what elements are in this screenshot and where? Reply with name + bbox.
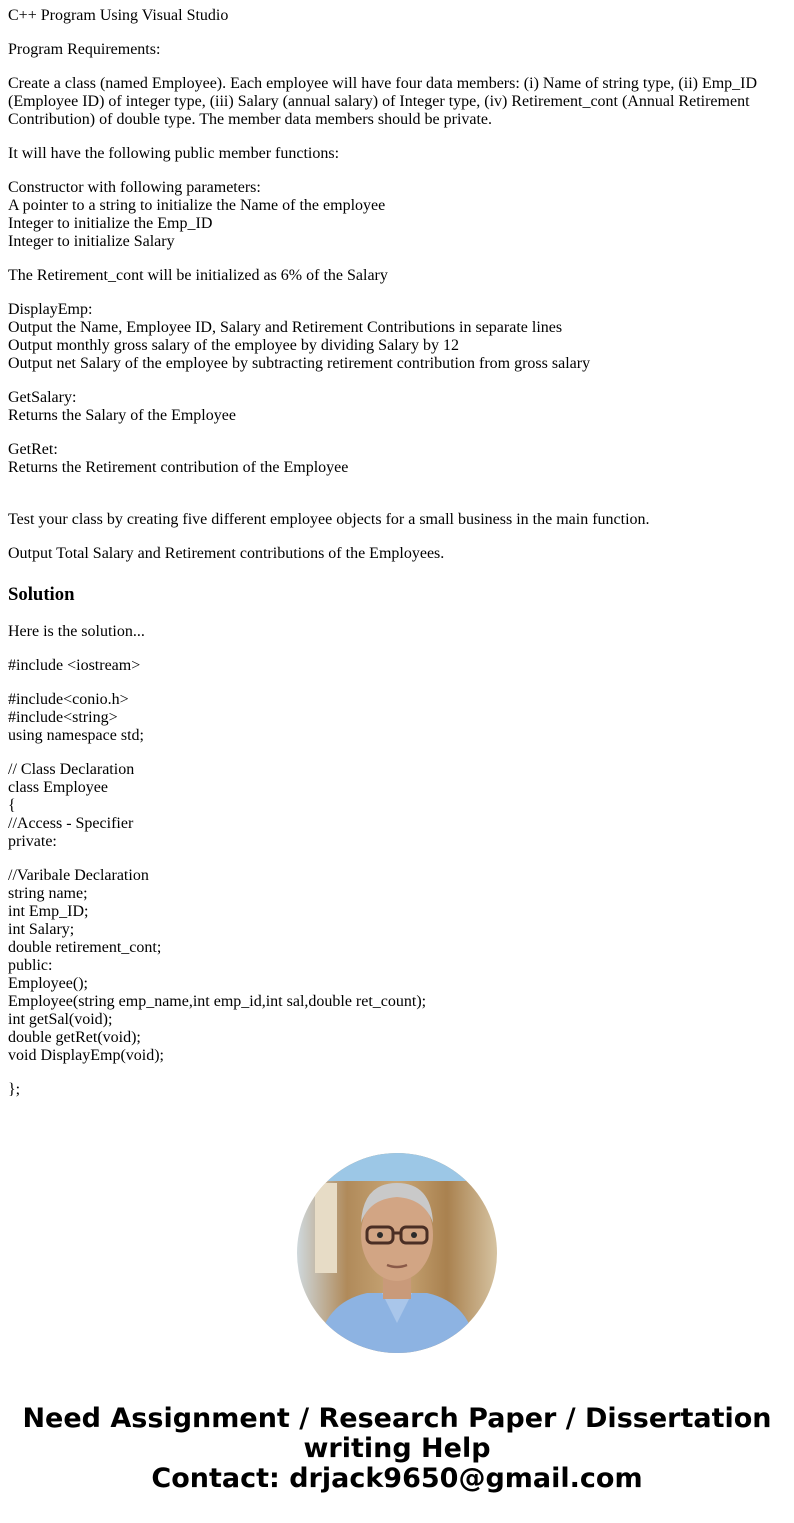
retirement-init: The Retirement_cont will be initialized as 6% of the Salary [8,267,388,284]
code-line: Employee(); [8,975,88,992]
document-title: C++ Program Using Visual Studio [8,7,229,24]
get-ret-block [8,441,778,477]
constructor-line: A pointer to a string to initialize the Name of the employee [8,197,386,214]
code-line: void DisplayEmp(void); [8,1047,164,1064]
solution-intro: Here is the solution... [8,623,145,640]
promo-contact: Contact: drjack9650@gmail.com [151,1463,643,1494]
display-emp-block [8,301,778,373]
code-includes-block [8,691,778,745]
promo-line-2: writing Help [303,1433,491,1464]
get-salary-block [8,389,778,425]
requirements-paragraph: Create a class (named Employee). Each employee will have four data members: (i) Name of string type, (ii) Emp_ID (Employee ID) of integer type, (iii) Salary (annual salary) of Integer type, (iv) Retirement_cont (Annual Retirement Contribution) of double type. The member data members should be private. [8,75,758,128]
code-members-block [8,867,778,1065]
code-end: }; [8,1081,21,1098]
code-line: #include<string> [8,709,118,726]
get-ret-line: Returns the Retirement contribution of the Employee [8,459,349,476]
document-body [8,7,778,1115]
constructor-block [8,179,778,251]
author-photo-illustration [297,1153,497,1353]
code-line: string name; [8,885,88,902]
constructor-line: Integer to initialize Salary [8,233,175,250]
get-salary-line: GetSalary: [8,389,77,406]
code-line: //Access - Specifier [8,815,134,832]
code-line: Employee(string emp_name,int emp_id,int sal,double ret_count); [8,993,427,1010]
code-line: double retirement_cont; [8,939,162,956]
display-emp-line: Output monthly gross salary of the employee by dividing Salary by 12 [8,337,460,354]
output-paragraph: Output Total Salary and Retirement contributions of the Employees. [8,545,445,562]
code-line: int getSal(void); [8,1011,113,1028]
code-line: { [8,797,16,814]
code-line: private: [8,833,57,850]
get-salary-line: Returns the Salary of the Employee [8,407,236,424]
code-line: #include<conio.h> [8,691,129,708]
code-line: class Employee [8,779,108,796]
promo-line-1: Need Assignment / Research Paper / Dissertation [22,1403,772,1434]
constructor-line: Integer to initialize the Emp_ID [8,215,213,232]
solution-heading: Solution [8,584,75,605]
code-line: double getRet(void); [8,1029,141,1046]
code-line: // Class Declaration [8,761,135,778]
get-ret-line: GetRet: [8,441,58,458]
code-line: public: [8,957,53,974]
code-include-iostream: #include <iostream> [8,657,141,674]
author-photo [297,1153,497,1353]
requirements-heading: Program Requirements: [8,41,161,58]
constructor-line: Constructor with following parameters: [8,179,261,196]
code-line: int Emp_ID; [8,903,89,920]
code-line: using namespace std; [8,727,144,744]
test-paragraph: Test your class by creating five different employee objects for a small business in the main function. [8,511,650,528]
public-functions-intro: It will have the following public member functions: [8,145,340,162]
display-emp-line: Output the Name, Employee ID, Salary and Retirement Contributions in separate lines [8,319,563,336]
promo-banner [0,1404,794,1494]
display-emp-line: Output net Salary of the employee by subtracting retirement contribution from gross salary [8,355,591,372]
display-emp-line: DisplayEmp: [8,301,93,318]
code-class-decl-block [8,761,778,851]
code-line: //Varibale Declaration [8,867,149,884]
code-line: int Salary; [8,921,75,938]
